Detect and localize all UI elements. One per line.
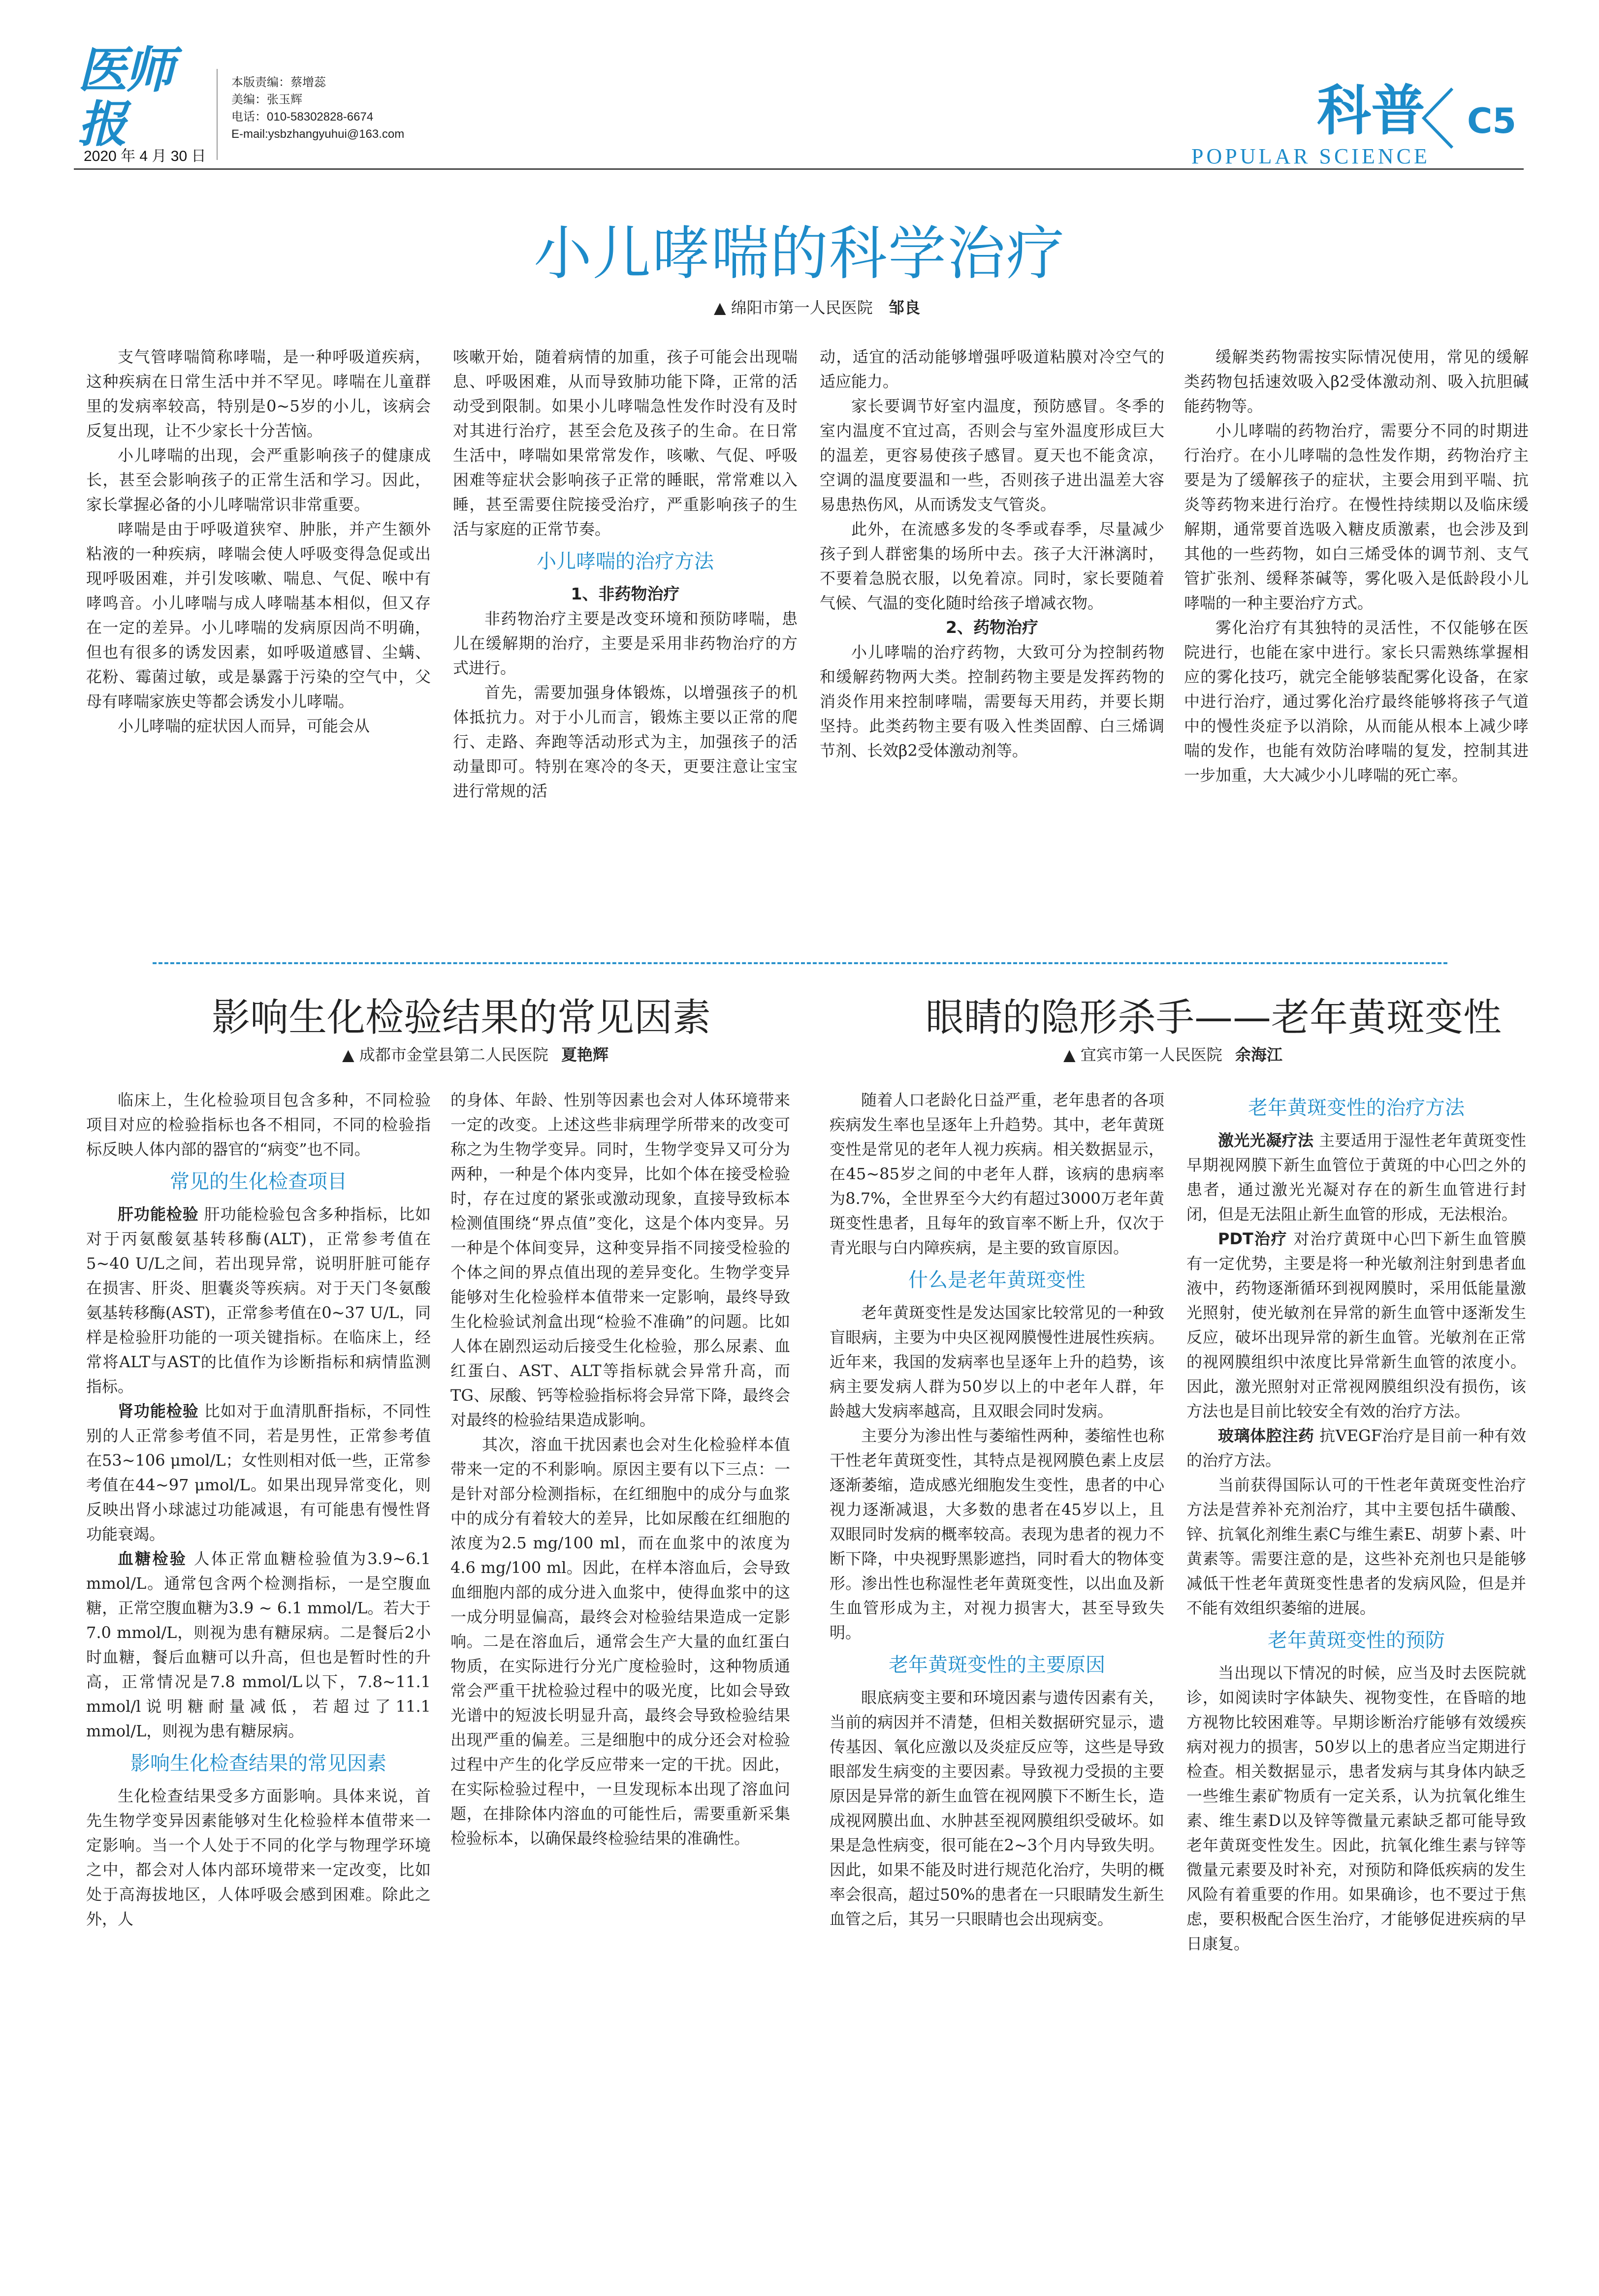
header-rule xyxy=(74,168,1524,170)
lead-term: 玻璃体腔注药 xyxy=(1218,1426,1314,1445)
paragraph-text: 对治疗黄斑中心凹下新生血管膜有一定优势，主要是将一种光敏剂注射到患者血液中，药物逐渐循环到视网膜时，采用低能量激光照射，使光敏剂在异常的新生血管中逐渐发生反应，破坏出现异常的新生血管。光敏剂在正常的视网膜组织中浓度比异常新生血管的浓度小。因此，激光照射对正常视网膜组织没有损伤，该方法也是目前比较安全有效的治疗方法。 xyxy=(1186,1229,1526,1420)
subheading: 老年黄斑变性的治疗方法 xyxy=(1248,1097,1465,1119)
paragraph: 雾化治疗有其独特的灵活性，不仅能够在医院进行，也能在家中进行。家长只需熟练掌握相应的雾化技巧，就完全能够装配雾化设备，在家中进行治疗，通过雾化治疗最终能够将孩子气道中的慢性炎症予以消除，从而能从根本上减少哮喘的发作，也能有效防治哮喘的复发，控制其进一步加重，大大减少小儿哮喘的死亡率。 xyxy=(1184,618,1529,785)
paragraph: 主要分为渗出性与萎缩性两种，萎缩性也称干性老年黄斑变性，其特点是视网膜色素上皮层逐渐萎缩，造成感光细胞发生变性，患者的中心视力逐渐减退，大多数的患者在45岁以上，且双眼同时发病的概率较高。表现为患者的视力不断下降，中央视野黑影遮挡，同时看大的物体变形。渗出性也称湿性老年黄斑变性，以出血及新生血管形成为主，对视力损害大，甚至导致失明。 xyxy=(830,1426,1164,1642)
paragraph: 首先，需要加强身体锻炼，以增强孩子的机体抵抗力。对于小儿而言，锻炼主要以正常的爬行、走路、奔跑等活动形式为主，加强孩子的活动量即可。特别在寒冷的冬天，更要注意让宝宝进行常规的活 xyxy=(453,683,798,800)
paragraph xyxy=(86,1546,431,1743)
lead-term: 血糖检验 xyxy=(118,1549,188,1568)
article1-column-2 xyxy=(453,345,798,803)
paragraph: 动，适宜的活动能够增强呼吸道粘膜对冷空气的适应能力。 xyxy=(820,347,1164,391)
paragraph: 生化检查结果受多方面影响。具体来说，首先生物学变异因素能够对生化检验样本值带来一定影响。当一个人处于不同的化学与物理学环境之中，都会对人体内部环境带来一定改变，比如处于高海拔地区，人体呼吸会感到困难。除此之外，人 xyxy=(86,1787,431,1928)
article2-column-2 xyxy=(450,1088,790,1851)
editor-name: 本版责编：蔡增蕊 xyxy=(231,76,326,89)
paragraph: 当出现以下情况的时候，应当及时去医院就诊，如阅读时字体缺失、视物变性，在昏暗的地方视物比较困难等。早期诊断治疗能够有效缓疾病对视力的损害，50岁以上的患者应当定期进行检查。相关数据显示，患者发病与其身体内缺乏一些维生素矿物质有一定关系，认为抗氧化维生素、维生素D以及锌等微量元素缺乏都可能导致老年黄斑变性发生。因此，抗氧化维生素与锌等微量元素要及时补充，对预防和降低疾病的发生风险有着重要的作用。如果确诊，也不要过于焦虑，要积极配合医生治疗，才能够促进疾病的早日康复。 xyxy=(1186,1664,1526,1953)
byline-org: ▲ 宜宾市第一人民医院 xyxy=(1063,1045,1222,1064)
byline-author: 邹良 xyxy=(888,298,920,317)
paragraph-text: 比如对于血清肌酐指标，不同性别的人正常参考值不同，若是男性，正常参考值在53~106 μmol/L；女性则相对低一些，正常参考值在44~97 μmol/L。如果出现异常变化，则反映出肾小球滤过功能减退，有可能患有慢性肾功能衰竭。 xyxy=(86,1402,431,1543)
byline-author: 夏艳辉 xyxy=(561,1045,608,1064)
subheading: 什么是老年黄斑变性 xyxy=(908,1269,1086,1291)
paragraph-text: 主要适用于湿性老年黄斑变性早期视网膜下新生血管位于黄斑的中心凹之外的患者，通过激光光凝对存在的新生血管进行封闭，但是无法阻止新生血管的形成，无法根治。 xyxy=(1186,1131,1526,1224)
paragraph xyxy=(86,1399,431,1546)
byline-author: 余海江 xyxy=(1235,1045,1282,1064)
masthead-divider xyxy=(217,69,218,160)
lead-term: PDT治疗 xyxy=(1218,1229,1288,1248)
article2-byline xyxy=(342,1042,608,1065)
paragraph: 当前获得国际认可的干性老年黄斑变性治疗方法是营养补充剂治疗，其中主要包括牛磺酸、锌、抗氧化剂维生素C与维生素E、胡萝卜素、叶黄素等。需要注意的是，这些补充剂也只是能够减低干性老年黄斑变性患者的发病风险，但是并不能有效组织萎缩的进展。 xyxy=(1186,1476,1526,1617)
designer-name: 美编：张玉辉 xyxy=(231,93,302,106)
paragraph: 缓解类药物需按实际情况使用，常见的缓解类药物包括速效吸入β2受体激动剂、吸入抗胆碱能药物等。 xyxy=(1184,347,1529,415)
paragraph-text: 抗VEGF治疗是目前一种有效的治疗方法。 xyxy=(1186,1426,1526,1470)
paragraph: 哮喘是由于呼吸道狭窄、肿胀，并产生额外粘液的一种疾病，哮喘会使人呼吸变得急促或出现呼吸困难，并引发咳嗽、喘息、气促、喉中有哮鸣音。小儿哮喘与成人哮喘基本相似，但又存在一定的差异。小儿哮喘的发病原因尚不明确，但也有很多的诱发因素，如呼吸道感冒、尘螨、花粉、霉菌过敏，或是暴露于污染的空气中，父母有哮喘家族史等都会诱发小儿哮喘。 xyxy=(86,520,431,711)
paragraph: 的身体、年龄、性别等因素也会对人体环境带来一定的改变。上述这些非病理学所带来的改变可称之为生物学变异。同时，生物学变异又可分为两种，一种是个体内变异，比如个体在接受检验时，存在过度的紧张或激动现象，直接导致标本检测值围绕“界点值”变化，这是个体内变异。另一种是个体间变异，这种变异指不同接受检验的个体之间的界点值出现的差异变化。生物学变异能够对生化检验样本值带来一定影响，最终导致生化检验试剂盒出现“检验不准确”的问题。比如人体在剧烈运动后接受生化检验，那么尿素、血红蛋白、AST、ALT等指标就会异常升高，而TG、尿酸、钙等检验指标将会异常下降，最终会对最终的检验结果造成影响。 xyxy=(450,1091,790,1429)
article1-column-3 xyxy=(820,345,1164,763)
lead-term: 激光光凝疗法 xyxy=(1218,1131,1314,1150)
paragraph: 老年黄斑变性是发达国家比较常见的一种致盲眼病，主要为中央区视网膜慢性进展性疾病。近年来，我国的发病率也呈逐年上升的趋势，该病主要发病人群为50岁以上的中老年人群，年龄越大发病率越高，且双眼会同时发病。 xyxy=(830,1303,1164,1420)
article2-title: 影响生化检验结果的常见因素 xyxy=(212,996,711,1040)
article3-title: 眼睛的隐形杀手——老年黄斑变性 xyxy=(926,996,1502,1040)
article3-byline xyxy=(1063,1042,1282,1065)
paragraph xyxy=(1186,1423,1526,1473)
subheading: 老年黄斑变性的预防 xyxy=(1268,1629,1445,1652)
article2-column-1 xyxy=(86,1088,431,1931)
article1-column-4 xyxy=(1184,345,1529,787)
byline-org: ▲ 成都市金堂县第二人民医院 xyxy=(342,1045,548,1064)
chevron-left-icon xyxy=(1418,86,1457,150)
subheading-numbered: 2、药物治疗 xyxy=(946,618,1038,637)
article3-column-1 xyxy=(830,1088,1164,1931)
paragraph-text: 肝功能检验包含多种指标，比如对于丙氨酸氨基转移酶(ALT)，正常参考值在5~40 U/L之间，若出现异常，说明肝脏可能存在损害、肝炎、胆囊炎等疾病。对于天门冬氨酸氨基转移酶(AST)，正常参考值在0~37 U/L，同样是检验肝功能的一项关键指标。在临床上，经常将ALT与AST的比值作为诊断指标和病情监测指标。 xyxy=(86,1205,431,1396)
issue-date: 2020 年 4 月 30 日 xyxy=(84,148,206,164)
byline-org: ▲ 绵阳市第一人民医院 xyxy=(714,298,873,317)
paragraph: 支气管哮喘简称哮喘，是一种呼吸道疾病，这种疾病在日常生活中并不罕见。哮喘在儿童群里的发病率较高，特别是0~5岁的小儿，该病会反复出现，让不少家长十分苦恼。 xyxy=(86,347,431,440)
paragraph: 此外，在流感多发的冬季或春季，尽量减少孩子到人群密集的场所中去。孩子大汗淋漓时，不要着急脱衣服，以免着凉。同时，家长要随着气候、气温的变化随时给孩子增减衣物。 xyxy=(820,520,1164,612)
paragraph: 小儿哮喘的症状因人而异，可能会从 xyxy=(118,717,370,735)
paragraph xyxy=(1186,1128,1526,1227)
lead-term: 肝功能检验 xyxy=(118,1205,199,1224)
subheading: 常见的生化检查项目 xyxy=(170,1170,347,1193)
paragraph: 小儿哮喘的药物治疗，需要分不同的时期进行治疗。在小儿哮喘的急性发作期，药物治疗主要是为了缓解孩子的症状，主要会用到平喘、抗炎等药物来进行治疗。在慢性持续期以及临床缓解期，通常要首选吸入糖皮质激素，也会涉及到其他的一些药物，如白三烯受体的调节剂、支气管扩张剂、缓释茶碱等，雾化吸入是低龄段小儿哮喘的一种主要治疗方式。 xyxy=(1184,421,1529,612)
email-address: E-mail:ysbzhangyuhui@163.com xyxy=(231,127,405,141)
subheading: 小儿哮喘的治疗方法 xyxy=(537,550,714,573)
section-name-english: POPULAR SCIENCE xyxy=(1191,144,1430,168)
page-number: C5 xyxy=(1467,101,1517,141)
article3-column-2 xyxy=(1186,1088,1526,1956)
paragraph: 眼底病变主要和环境因素与遗传因素有关，当前的病因并不清楚，但相关数据研究显示，遗传基因、氧化应激以及炎症反应等，这些是导致眼部发生病变的主要因素。导致视力受损的主要原因是异常的新生血管在视网膜下不断生长，造成视网膜出血、水肿甚至视网膜组织受破坏。如果是急性病变，很可能在2~3个月内导致失明。因此，如果不能及时进行规范化治疗，失明的概率会很高，超过50%的患者在一只眼睛发生新生血管之后，其另一只眼睛也会出现病变。 xyxy=(830,1688,1164,1928)
paragraph: 小儿哮喘的出现，会严重影响孩子的健康成长，甚至会影响孩子的正常生活和学习。因此，家长掌握必备的小儿哮喘常识非常重要。 xyxy=(86,446,431,514)
phone-number: 电话：010-58302828-6674 xyxy=(231,110,374,124)
paragraph: 非药物治疗主要是改变环境和预防哮喘，患儿在缓解期的治疗，主要是采用非药物治疗的方式进行。 xyxy=(453,609,798,677)
paragraph: 临床上，生化检验项目包含多种，不同检验项目对应的检验指标也各不相同，不同的检验指标反映人体内部的器官的“病变”也不同。 xyxy=(86,1091,431,1159)
paragraph: 随着人口老龄化日益严重，老年患者的各项疾病发生率也呈逐年上升趋势。其中，老年黄斑变性是常见的老年人视力疾病。相关数据显示，在45~85岁之间的中老年人群，该病的患病率为8.7%，全世界至今大约有超过3000万老年黄斑变性患者，且每年的致盲率不断上升，仅次于青光眼与白内障疾病，是主要的致盲原因。 xyxy=(830,1091,1164,1257)
article1-column-1 xyxy=(86,345,431,738)
paragraph: 小儿哮喘的治疗药物，大致可分为控制药物和缓解药物两大类。控制药物主要是发挥药物的消炎作用来控制哮喘，需要每天用药，并要长期坚持。此类药物主要有吸入性类固醇、白三烯调节剂、长效β2受体激动剂等。 xyxy=(820,643,1164,760)
paragraph: 家长要调节好室内温度，预防感冒。冬季的室内温度不宜过高，否则会与室外温度形成巨大的温差，更容易使孩子感冒。夏天也不能贪凉，空调的温度要温和一些，否则孩子进出温差大容易患热伤风，从而诱发支气管炎。 xyxy=(820,397,1164,514)
paragraph xyxy=(1186,1227,1526,1423)
section-divider xyxy=(153,962,1447,964)
paragraph: 咳嗽开始，随着病情的加重，孩子可能会出现喘息、呼吸困难，从而导致肺功能下降，正常的活动受到限制。如果小儿哮喘急性发作时没有及时对其进行治疗，甚至会危及孩子的生命。在日常生活中，哮喘如果常常发作，咳嗽、气促、呼吸困难等症状会影响孩子正常的睡眠，常常难以入睡，甚至需要住院接受治疗，严重影响孩子的生活与家庭的正常节奏。 xyxy=(453,347,798,538)
newspaper-logo: 医师报 xyxy=(78,41,172,153)
paragraph xyxy=(86,1202,431,1399)
paragraph-text: 人体正常血糖检验值为3.9~6.1 mmol/L。通常包含两个检测指标，一是空腹血糖，正常空腹血糖为3.9 ~ 6.1 mmol/L。若大于7.0 mmol/L，则视为患有糖尿病。二是餐后2小时血糖，餐后血糖可以升高，但也是暂时性的升高，正常情况是7.8 mmol/L以下，7.8~11.1 mmol/l说明糖耐量减低，若超过了11.1 mmol/L，则视为患有糖尿病。 xyxy=(86,1549,431,1740)
editor-info xyxy=(231,74,404,143)
article1-byline xyxy=(714,295,920,318)
subheading: 影响生化检查结果的常见因素 xyxy=(130,1752,386,1775)
section-name: 科普 xyxy=(1317,79,1425,142)
subheading: 老年黄斑变性的主要原因 xyxy=(889,1654,1105,1676)
subheading-numbered: 1、非药物治疗 xyxy=(571,584,680,603)
paragraph: 其次，溶血干扰因素也会对生化检验样本值带来一定的不利影响。原因主要有以下三点：一是针对部分检测指标，在红细胞中的成分与血浆中的成分有着较大的差异，比如尿酸在红细胞的浓度为2.5 mg/100 ml，而在血浆中的浓度为4.6 mg/100 ml。因此，在样本溶血后，会导致血细胞内部的成分进入血浆中，使得血浆中的这一成分明显偏高，最终会对检验结果造成一定影响。二是在溶血后，通常会生产大量的血红蛋白物质，在实际进行分光广度检验时，这种物质通常会严重干扰检验过程中的吸光度，比如会导致光谱中的短波长明显升高，最终会导致检验结果出现严重的偏差。三是细胞中的成分还会对检验过程中产生的化学反应带来一定的干扰。因此，在实际检验过程中，一旦发现标本出现了溶血问题，在排除体内溶血的可能性后，需要重新采集检验标本，以确保最终检验结果的准确性。 xyxy=(450,1435,790,1848)
article1-title: 小儿哮喘的科学治疗 xyxy=(533,220,1065,287)
lead-term: 肾功能检验 xyxy=(118,1402,199,1420)
